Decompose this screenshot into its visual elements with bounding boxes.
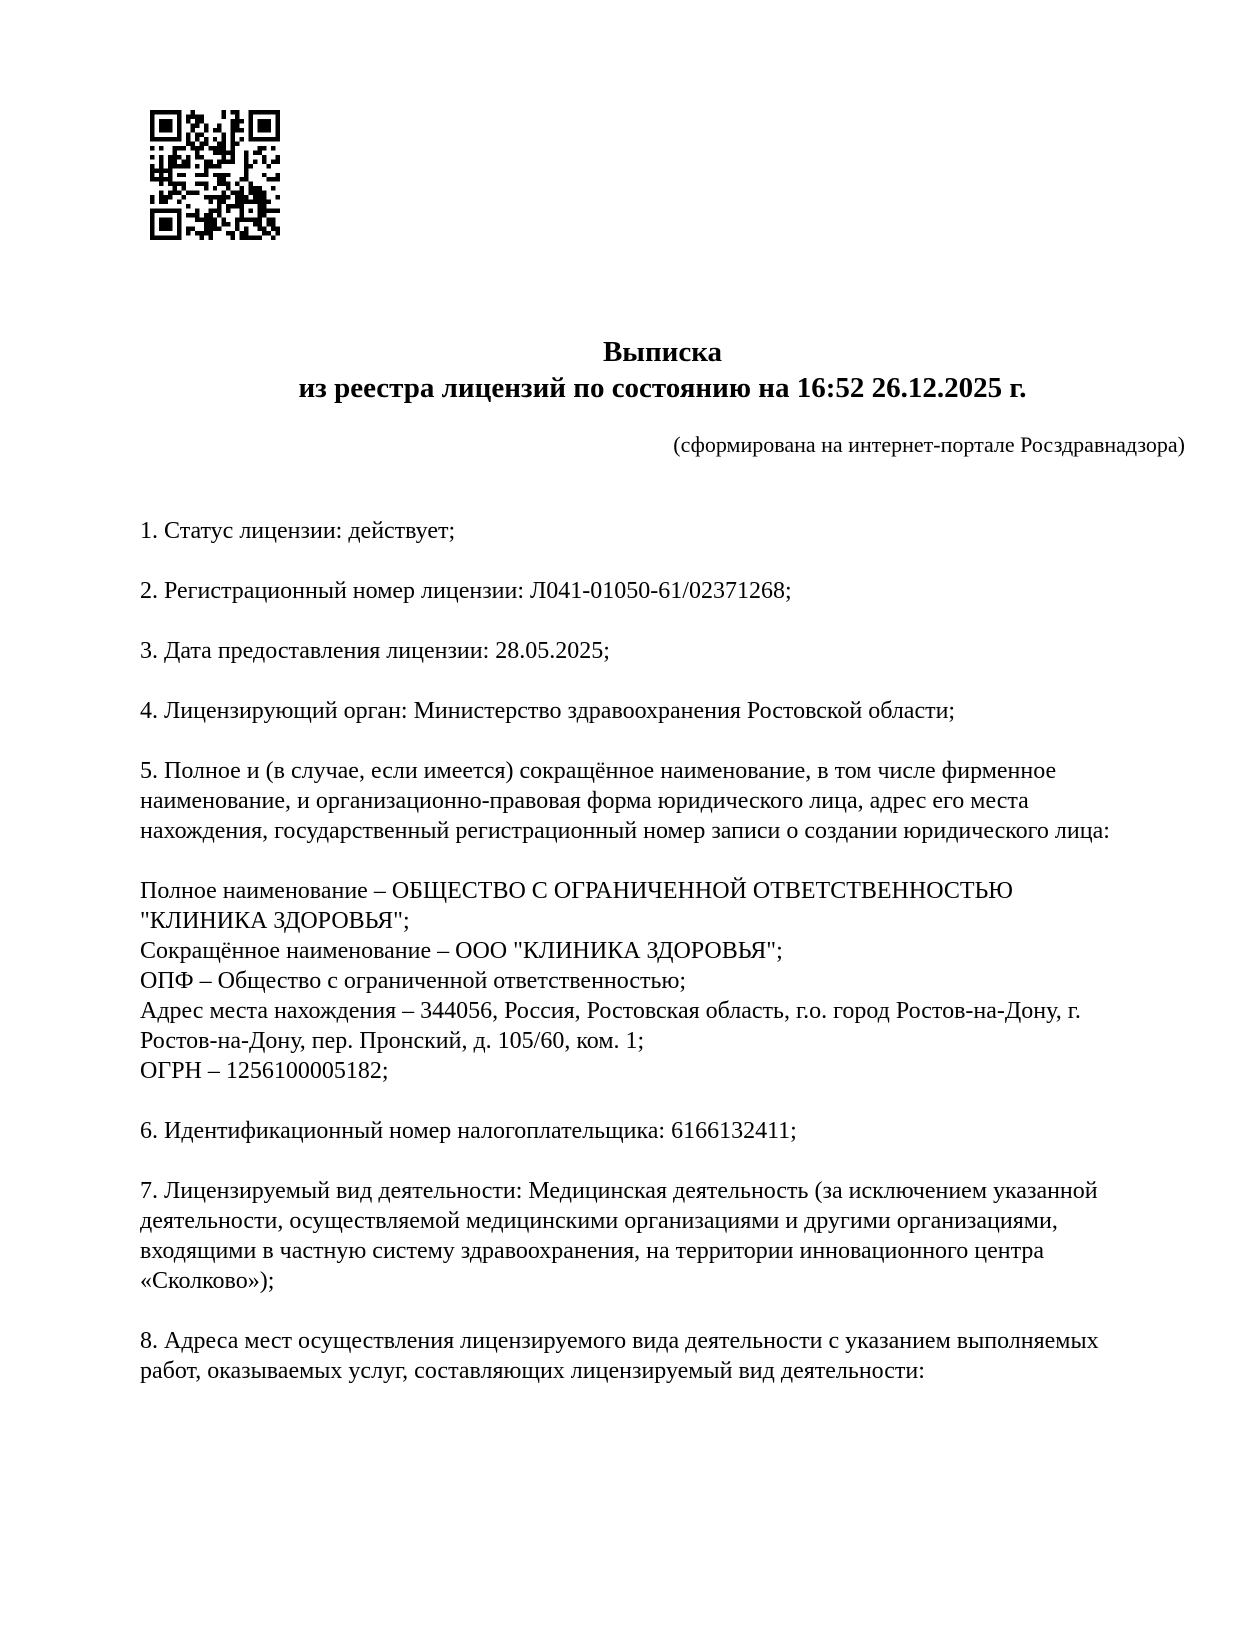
entity-full-name-line: "КЛИНИКА ЗДОРОВЬЯ";	[140, 908, 410, 934]
text-line: деятельности, осуществляемой медицинскими организациями и другими организациями,	[140, 1208, 1058, 1234]
document-title	[140, 334, 1185, 406]
item-2-registration-number	[140, 576, 1185, 606]
item-7-licensed-activity	[140, 1176, 1185, 1296]
entity-short-name-line: Сокращённое наименование – ООО "КЛИНИКА ЗДОРОВЬЯ";	[140, 938, 783, 964]
text-line: нахождения, государственный регистрационный номер записи о создании юридического лица:	[140, 818, 1110, 844]
document-body	[140, 516, 1185, 1386]
text-line: «Сколково»);	[140, 1268, 275, 1294]
text-line: 4. Лицензирующий орган: Министерство здравоохранения Ростовской области;	[140, 698, 956, 724]
text-line: 1. Статус лицензии: действует;	[140, 518, 456, 544]
entity-address-line: Адрес места нахождения – 344056, Россия, Ростовская область, г.о. город Ростов-на-Дону, г.	[140, 998, 1081, 1024]
text-line: наименование, и организационно-правовая форма юридического лица, адрес его места	[140, 788, 1029, 814]
text-line: 6. Идентификационный номер налогоплательщика: 6166132411;	[140, 1118, 797, 1144]
entity-ogrn-line: ОГРН – 1256100005182;	[140, 1058, 389, 1084]
item-6-inn	[140, 1116, 1185, 1146]
text-line: 7. Лицензируемый вид деятельности: Медицинская деятельность (за исключением указанной	[140, 1178, 1098, 1204]
item-3-license-date	[140, 636, 1185, 666]
text-line: 8. Адреса мест осуществления лицензируемого вида деятельности с указанием выполняемых	[140, 1328, 1099, 1354]
entity-address-line: Ростов-на-Дону, пер. Пронский, д. 105/60, ком. 1;	[140, 1028, 645, 1054]
item-4-licensing-authority	[140, 696, 1185, 726]
entity-full-name-line: Полное наименование – ОБЩЕСТВО С ОГРАНИЧЕННОЙ ОТВЕТСТВЕННОСТЬЮ	[140, 878, 1013, 904]
entity-details-block	[140, 876, 1185, 1086]
text-line: 3. Дата предоставления лицензии: 28.05.2025;	[140, 638, 610, 664]
document-content	[140, 0, 1185, 1416]
text-line: работ, оказываемых услуг, составляющих лицензируемый вид деятельности:	[140, 1358, 925, 1384]
entity-opf-line: ОПФ – Общество с ограниченной ответственностью;	[140, 968, 687, 994]
text-line: 5. Полное и (в случае, если имеется) сокращённое наименование, в том числе фирменное	[140, 758, 1057, 784]
item-8-activity-addresses-heading	[140, 1326, 1185, 1386]
title-line-2: из реестра лицензий по состоянию на 16:52 26.12.2025 г.	[298, 372, 1027, 404]
item-5-entity-name-heading	[140, 756, 1185, 846]
formation-note: (сформирована на интернет-портале Росздравнадзора)	[673, 432, 1185, 457]
text-line: входящими в частную систему здравоохранения, на территории инновационного центра	[140, 1238, 1045, 1264]
item-1-license-status	[140, 516, 1185, 546]
text-line: 2. Регистрационный номер лицензии: Л041-01050-61/02371268;	[140, 578, 792, 604]
title-line-1: Выписка	[602, 336, 723, 368]
